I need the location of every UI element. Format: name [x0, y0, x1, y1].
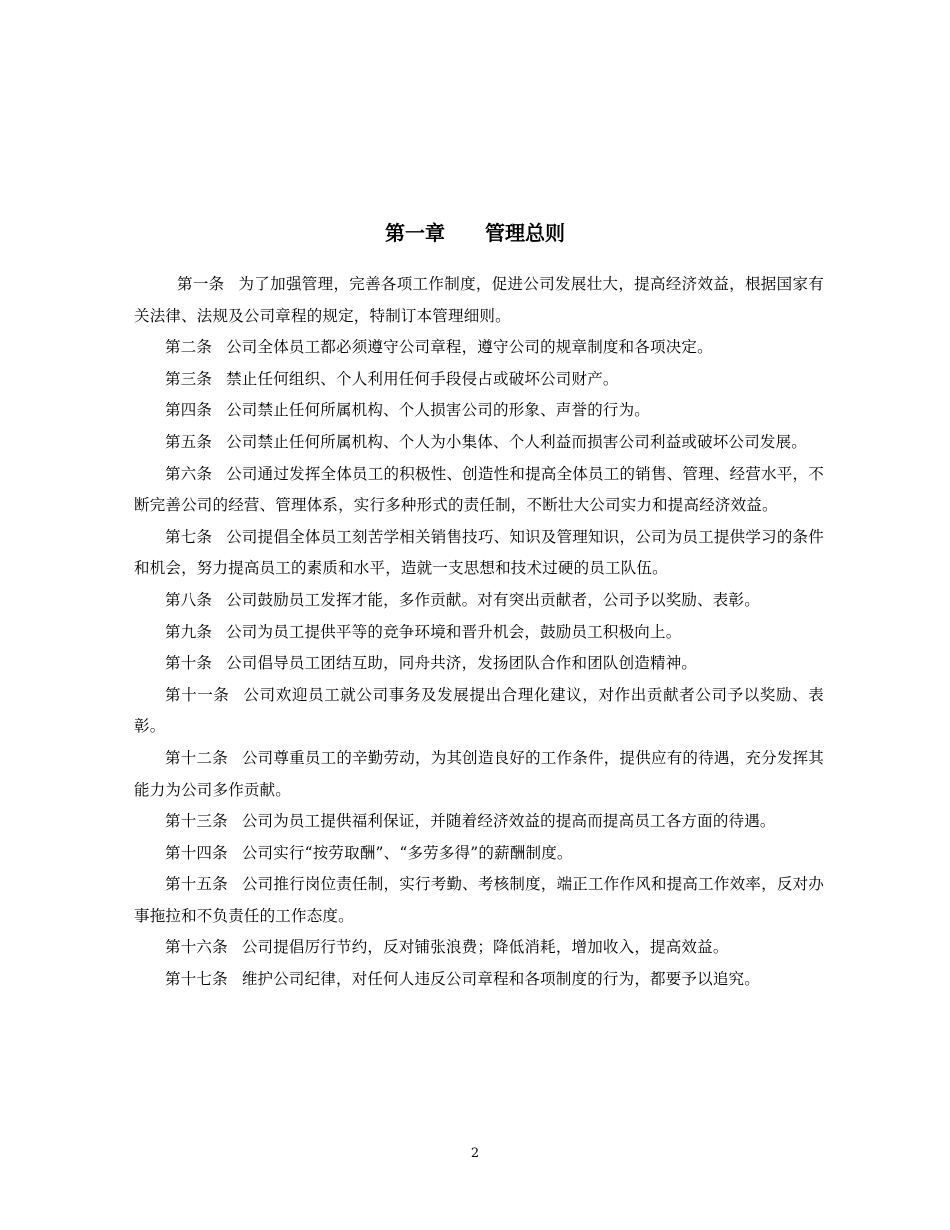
- article-paragraph: [134, 617, 824, 649]
- article-paragraph: [134, 395, 824, 427]
- article-number: 第十一条: [165, 685, 230, 704]
- article-paragraph: [134, 648, 824, 680]
- article-paragraph: [134, 332, 824, 364]
- article-text: 公司提倡厉行节约，反对铺张浪费；降低消耗，增加收入，提高效益。: [241, 938, 729, 957]
- article-number: 第十七条: [165, 970, 228, 989]
- article-text: 公司推行岗位责任制，实行考勤、考核制度，端正工作作风和提高工作效率，反对办事拖拉和不负责任的工作态度。: [134, 875, 824, 925]
- article-text: 公司为员工提供平等的竞争环境和晋升机会，鼓励员工积极向上。: [226, 622, 682, 641]
- article-number: 第八条: [165, 590, 213, 609]
- article-number: 第十五条: [165, 875, 228, 894]
- article-number: 第七条: [165, 527, 213, 546]
- article-paragraph: [134, 932, 824, 964]
- article-number: 第十三条: [165, 812, 228, 831]
- article-paragraph: [134, 838, 824, 870]
- article-number: 第九条: [165, 622, 213, 641]
- article-text: 公司禁止任何所属机构、个人损害公司的形象、声誉的行为。: [226, 401, 651, 420]
- article-paragraph: [134, 680, 824, 743]
- article-paragraph: [134, 585, 824, 617]
- article-paragraph: [134, 427, 824, 459]
- article-text: 公司欢迎员工就公司事务及发展提出合理化建议，对作出贡献者公司予以奖励、表彰。: [134, 685, 824, 736]
- article-text: 禁止任何组织、个人利用任何手段侵占或破坏公司财产。: [226, 369, 619, 388]
- article-text: 公司实行“按劳取酬”、“多劳多得”的薪酬制度。: [241, 843, 573, 862]
- article-paragraph: [134, 743, 824, 806]
- article-paragraph: [134, 364, 824, 396]
- article-text: 公司提倡全体员工刻苦学相关销售技巧、知识及管理知识，公司为员工提供学习的条件和机会，努力提高员工的素质和水平，造就一支思想和技术过硬的员工队伍。: [134, 527, 824, 578]
- chapter-title: 第一章 管理总则: [385, 221, 565, 245]
- article-text: 公司通过发挥全体员工的积极性、创造性和提高全体员工的销售、管理、经营水平，不断完善公司的经营、管理体系，实行多种形式的责任制，不断壮大公司实力和提高经济效益。: [134, 464, 824, 515]
- article-number: 第十二条: [165, 748, 228, 767]
- article-text: 公司为员工提供福利保证，并随着经济效益的提高而提高员工各方面的待遇。: [241, 812, 776, 831]
- article-number: 第十四条: [165, 843, 228, 862]
- article-number: 第一条: [177, 275, 225, 293]
- article-paragraph: [134, 269, 824, 332]
- article-paragraph: [134, 459, 824, 522]
- article-paragraph: [134, 964, 824, 996]
- article-paragraph: [134, 806, 824, 838]
- article-number: 第十条: [165, 654, 213, 673]
- article-text: 公司禁止任何所属机构、个人为小集体、个人利益而损害公司利益或破坏公司发展。: [226, 432, 808, 451]
- article-text: 公司倡导员工团结互助，同舟共济，发扬团队合作和团队创造精神。: [226, 654, 698, 673]
- article-paragraph: [134, 522, 824, 585]
- article-number: 第三条: [165, 369, 213, 388]
- article-list: [134, 269, 824, 996]
- article-text: 公司尊重员工的辛勤劳动，为其创造良好的工作条件，提供应有的待遇，充分发挥其能力为公司多作贡献。: [134, 748, 824, 799]
- article-text: 公司鼓励员工发挥才能，多作贡献。对有突出贡献者，公司予以奖励、表彰。: [226, 590, 760, 609]
- article-number: 第五条: [165, 432, 213, 451]
- article-number: 第四条: [165, 401, 213, 420]
- article-text: 为了加强管理，完善各项工作制度，促进公司发展壮大，提高经济效益，根据国家有关法律、法规及公司章程的规定，特制订本管理细则。: [134, 275, 824, 325]
- article-number: 第二条: [165, 338, 213, 357]
- page-number: 2: [470, 1146, 480, 1161]
- article-text: 公司全体员工都必须遵守公司章程，遵守公司的规章制度和各项决定。: [226, 338, 713, 357]
- article-paragraph: [134, 869, 824, 932]
- article-number: 第十六条: [165, 938, 228, 957]
- article-text: 维护公司纪律，对任何人违反公司章程和各项制度的行为，都要予以追究。: [241, 970, 760, 989]
- article-number: 第六条: [165, 464, 213, 483]
